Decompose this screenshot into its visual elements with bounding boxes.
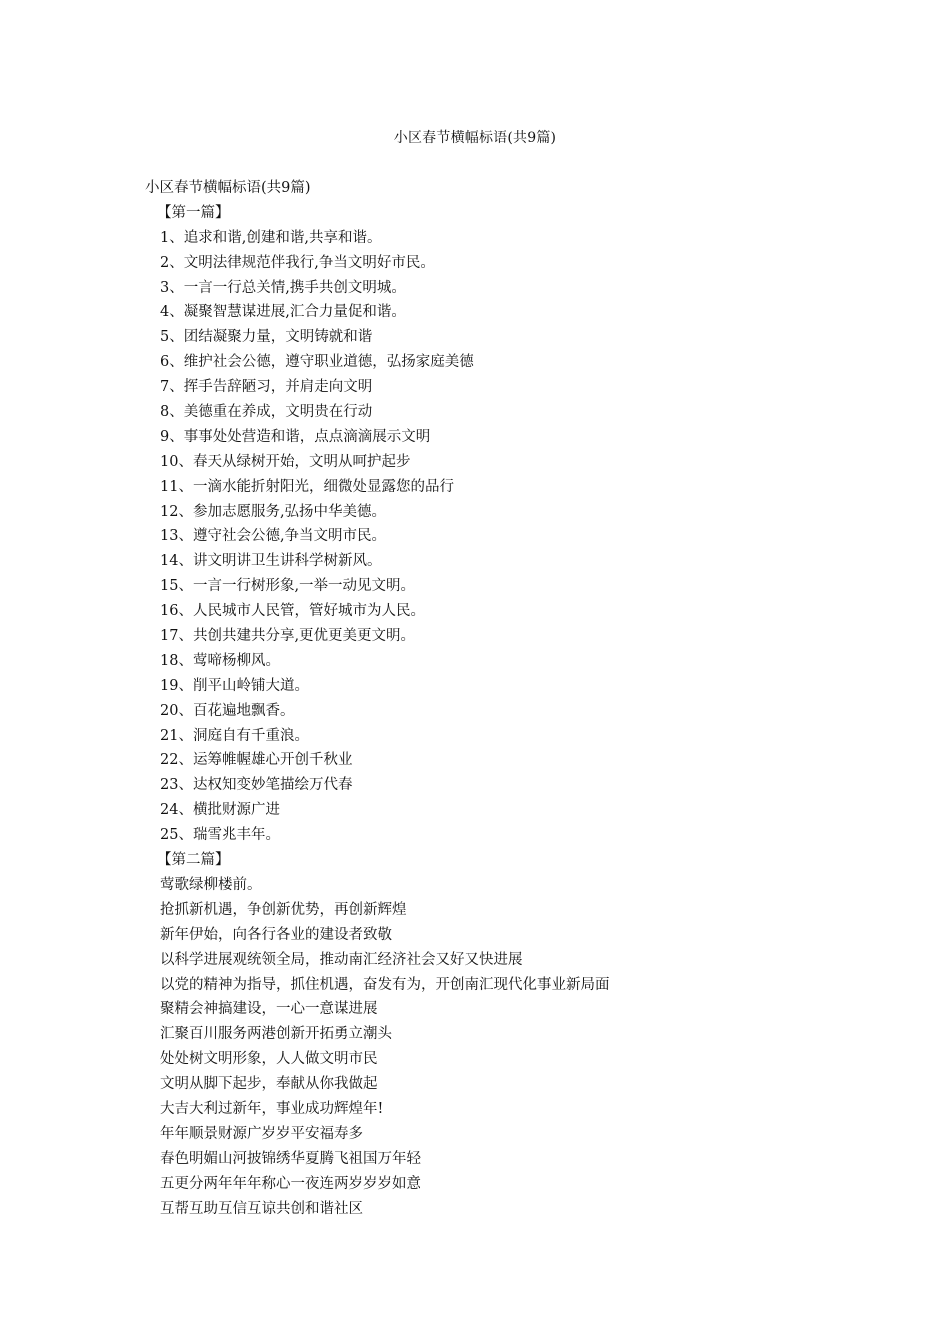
slogan-line: 20、百花遍地飘香。 <box>160 702 295 719</box>
slogan-line: 13、遵守社会公德,争当文明市民。 <box>160 528 387 545</box>
slogan-line: 汇聚百川服务两港创新开拓勇立潮头 <box>160 1026 392 1043</box>
slogan-line: 春色明媚山河披锦绣华夏腾飞祖国万年轻 <box>160 1150 421 1167</box>
slogan-line: 以党的精神为指导，抓住机遇，奋发有为，开创南汇现代化事业新局面 <box>160 976 610 993</box>
slogan-line: 18、莺啼杨柳风。 <box>160 652 280 669</box>
section-heading-2: 【第二篇】 <box>157 852 230 869</box>
slogan-line: 3、一言一行总关情,携手共创文明城。 <box>160 279 406 296</box>
document-subtitle: 小区春节横幅标语(共9篇) <box>145 180 311 196</box>
slogan-line: 2、文明法律规范伴我行,争当文明好市民。 <box>160 254 435 271</box>
slogan-line: 6、维护社会公德，遵守职业道德，弘扬家庭美德 <box>160 354 474 371</box>
slogan-line: 年年顺景财源广岁岁平安福寿多 <box>160 1125 363 1142</box>
slogan-line: 互帮互助互信互谅共创和谐社区 <box>160 1200 363 1217</box>
slogan-line: 21、洞庭自有千重浪。 <box>160 727 309 744</box>
slogan-line: 8、美德重在养成，文明贵在行动 <box>160 404 373 421</box>
slogan-line: 23、达权知变妙笔描绘万代春 <box>160 777 353 794</box>
slogan-line: 19、削平山岭铺大道。 <box>160 677 309 694</box>
slogan-line: 4、凝聚智慧谋进展,汇合力量促和谐。 <box>160 304 406 321</box>
section-heading-1: 【第一篇】 <box>157 204 230 221</box>
slogan-line: 16、人民城市人民管，管好城市为人民。 <box>160 603 425 620</box>
slogan-line: 聚精会神搞建设，一心一意谋进展 <box>160 1001 378 1018</box>
slogan-line: 24、横批财源广进 <box>160 802 280 819</box>
slogan-line: 14、讲文明讲卫生讲科学树新风。 <box>160 553 382 570</box>
slogan-line: 五更分两年年年称心一夜连两岁岁岁如意 <box>160 1175 421 1192</box>
slogan-line: 25、瑞雪兆丰年。 <box>160 827 280 844</box>
slogan-line: 5、团结凝聚力量，文明铸就和谐 <box>160 329 373 346</box>
slogan-line: 22、运筹帷幄雄心开创千秋业 <box>160 752 353 769</box>
slogan-line: 12、参加志愿服务,弘扬中华美德。 <box>160 503 387 520</box>
slogan-line: 莺歌绿柳楼前。 <box>160 876 262 893</box>
slogan-line: 抢抓新机遇，争创新优势，再创新辉煌 <box>160 901 407 918</box>
slogan-line: 大吉大利过新年，事业成功辉煌年! <box>160 1100 384 1117</box>
slogan-line: 10、春天从绿树开始，文明从呵护起步 <box>160 453 411 470</box>
slogan-line: 文明从脚下起步，奉献从你我做起 <box>160 1076 378 1093</box>
slogan-line: 1、追求和谐,创建和谐,共享和谐。 <box>160 229 382 246</box>
slogan-line: 15、一言一行树形象,一举一动见文明。 <box>160 578 416 595</box>
document-body <box>145 176 845 1221</box>
slogan-line: 17、共创共建共分享,更优更美更文明。 <box>160 628 416 645</box>
slogan-line: 以科学进展观统领全局，推动南汇经济社会又好又快进展 <box>160 951 523 968</box>
slogan-line: 11、一滴水能折射阳光，细微处显露您的品行 <box>160 478 454 495</box>
document-title: 小区春节横幅标语(共9篇) <box>393 130 557 146</box>
slogan-line: 9、事事处处营造和谐，点点滴滴展示文明 <box>160 428 431 445</box>
slogan-line: 7、挥手告辞陋习，并肩走向文明 <box>160 379 373 396</box>
slogan-line: 处处树文明形象，人人做文明市民 <box>160 1051 378 1068</box>
slogan-line: 新年伊始，向各行各业的建设者致敬 <box>160 926 392 943</box>
